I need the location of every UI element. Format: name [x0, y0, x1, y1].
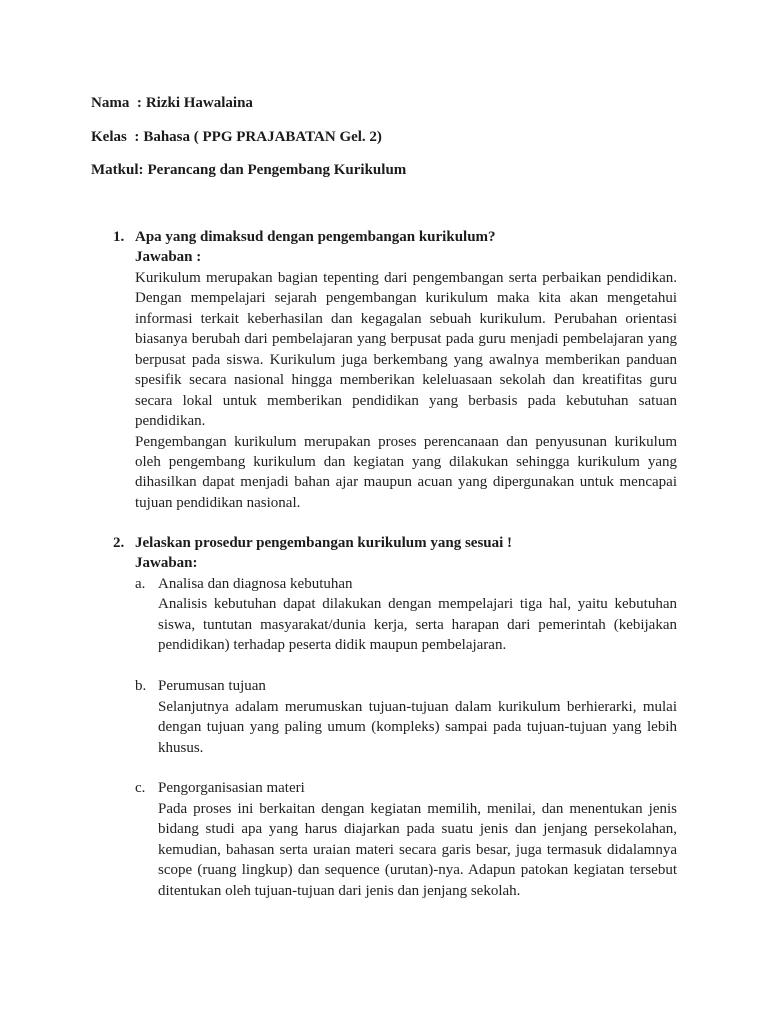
nama-value: Rizki Hawalaina	[145, 95, 253, 111]
question-text: Jelaskan prosedur pengembangan kurikulum yang sesuai !	[135, 535, 513, 551]
text-line: secara lokal untuk memberikan pendidikan yang berbasis pada kebutuhan satuan	[135, 392, 677, 409]
text-line: Pengembangan kurikulum merupakan proses perencanaan dan penyusunan kurikulum	[135, 433, 677, 450]
nama-label: Nama :	[91, 95, 142, 111]
question-2	[113, 533, 677, 901]
answer-label: Jawaban:	[135, 555, 198, 572]
text-line: oleh pengembang kurikulum dan kegiatan yang dilakukan sehingga kurikulum yang	[135, 453, 677, 470]
list-item-a	[135, 574, 677, 656]
list-item-title: Perumusan tujuan	[158, 678, 266, 695]
question-number: 1.	[113, 229, 125, 245]
kelas-value: Bahasa ( PPG PRAJABATAN Gel. 2)	[143, 129, 382, 145]
header-nama	[91, 93, 253, 113]
text-line: Kurikulum merupakan bagian tepenting dari pengembangan serta perbaikan pendidikan.	[135, 269, 677, 286]
text-line: pendidikan.	[135, 413, 206, 430]
matkul-value: Perancang dan Pengembang Kurikulum	[147, 162, 407, 178]
list-item-heading	[135, 676, 677, 696]
text-line: dihasilkan dapat menjadi bahan ajar maupun acuan yang dipergunakan untuk mencapai	[135, 474, 677, 491]
header-kelas	[91, 127, 382, 147]
text-line: Pada proses ini berkaitan dengan kegiatan memilih, menilai, dan menentukan jenis	[158, 800, 677, 817]
text-line: bidang studi apa yang harus diajarkan pada suatu jenis dan jenjang persekolahan,	[158, 821, 677, 838]
text-line: kemudian, bahasan serta uraian materi secara garis besar, juga termasuk didalamnya	[158, 841, 677, 858]
list-marker: c.	[135, 780, 146, 797]
list-item-heading	[135, 574, 677, 594]
text-line: khusus.	[158, 739, 204, 756]
text-line: berpusat pada siswa. Kurikulum juga berkembang yang awalnya memberikan panduan	[135, 351, 677, 368]
list-marker: a.	[135, 575, 146, 592]
question-number: 2.	[113, 535, 125, 551]
list-marker: b.	[135, 678, 147, 695]
text-line: tujuan pendidikan nasional.	[135, 494, 301, 511]
text-line: dengan tujuan yang paling umum (kompleks) sampai pada tujuan-tujuan yang lebih	[158, 719, 677, 736]
kelas-label: Kelas :	[91, 129, 140, 145]
text-line: biasanya berubah dari pembelajaran yang berpusat pada guru menjadi pembelajaran yang	[135, 331, 677, 348]
list-item-paragraph	[158, 697, 677, 758]
text-line: scope (ruang lingkup) dan sequence (urutan)-nya. Adapun patokan kegiatan tersebut	[158, 862, 677, 879]
question-1	[113, 227, 677, 513]
text-line: Selanjutnya adalam merumuskan tujuan-tujuan dalam kurikulum berhierarki, mulai	[158, 698, 677, 715]
list-item-c	[135, 778, 677, 901]
text-line: Analisis kebutuhan dapat dilakukan dengan mempelajari tiga hal, yaitu kebutuhan	[158, 596, 677, 613]
text-line: ditentukan oleh tujuan-tujuan dari jenis dan jenjang sekolah.	[158, 882, 521, 899]
matkul-label: Matkul:	[91, 162, 144, 178]
list-item-title: Analisa dan diagnosa kebutuhan	[158, 575, 353, 592]
question-text: Apa yang dimaksud dengan pengembangan kurikulum?	[135, 229, 496, 245]
answer-paragraph-1	[135, 268, 677, 432]
answer-label: Jawaban :	[135, 249, 202, 266]
answer-paragraph-2	[135, 432, 677, 514]
header-matkul	[91, 160, 406, 180]
text-line: spesifik secara nasional hingga memberikan keleluasaan sekolah dan kreatifitas guru	[135, 372, 677, 389]
question-1-line	[113, 227, 677, 247]
list-item-title: Pengorganisasian materi	[158, 780, 305, 797]
text-line: Dengan mempelajari sejarah pengembangan kurikulum maka kita akan mengetahui	[135, 290, 677, 307]
list-item-b	[135, 676, 677, 758]
question-2-line	[113, 533, 677, 553]
text-line: siswa, tuntutan masyarakat/dunia kerja, serta harapan dari pemerintah (kebijakan	[158, 616, 677, 633]
list-item-paragraph	[158, 799, 677, 901]
list-item-paragraph	[158, 594, 677, 655]
text-line: pendidikan) terhadap peserta didik maupun pembelajaran.	[158, 637, 507, 654]
list-item-heading	[135, 778, 677, 798]
text-line: informasi terkait keberhasilan dan kegagalan sebuah kurikulum. Perubahan orientasi	[135, 310, 677, 327]
